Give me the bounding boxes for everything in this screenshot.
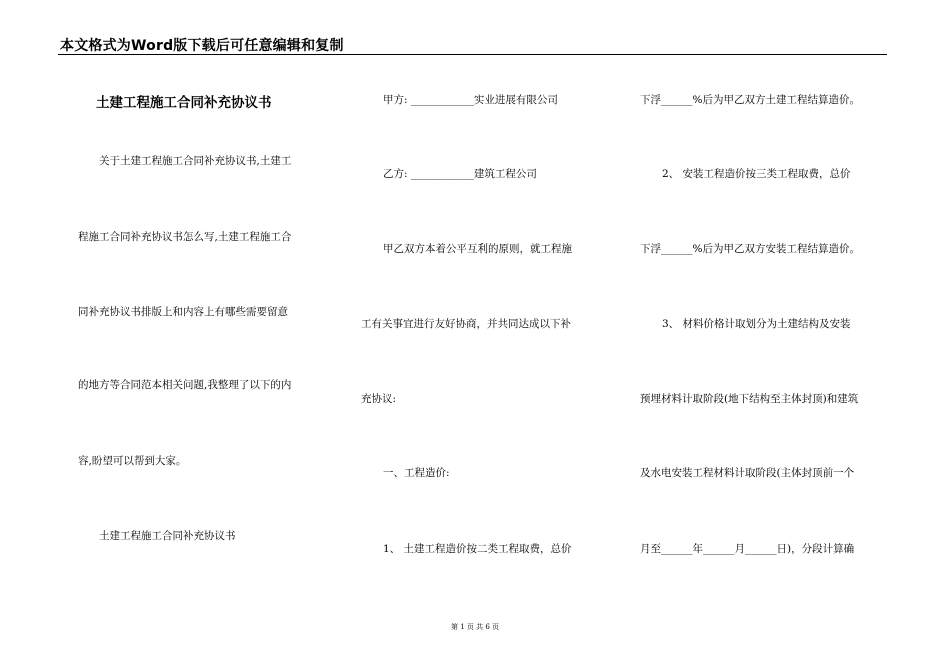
header-title: 本文格式为Word版下载后可任意编辑和复制 xyxy=(60,38,344,54)
col3-line-1: 下浮______%后为甲乙双方土建工程结算造价。 xyxy=(640,94,860,106)
col3-line-6: 及水电安装工程材料计取阶段(主体封顶前一个 xyxy=(640,467,855,479)
col2-line-4: 工有关事宜进行友好协商，并共同达成以下补 xyxy=(361,318,571,330)
col1-line-1: 关于土建工程施工合同补充协议书,土建工 xyxy=(99,155,292,167)
col3-line-5: 预埋材料计取阶段(地下结构至主体封顶)和建筑 xyxy=(640,393,859,405)
col1-line-2: 程施工合同补充协议书怎么写,土建工程施工合 xyxy=(78,231,292,243)
col2-line-7: 1、 土建工程造价按二类工程取费，总价 xyxy=(383,543,572,555)
col3-line-7: 月至______年______月______日)，分段计算确 xyxy=(640,543,855,555)
col2-line-2: 乙方: ____________建筑工程公司 xyxy=(383,168,537,180)
page-number-footer: 第 1 页 共 6 页 xyxy=(450,623,500,631)
col2-line-5: 充协议: xyxy=(361,393,397,405)
header-rule xyxy=(58,54,887,55)
col1-line-3: 同补充协议书排版上和内容上有哪些需要留意 xyxy=(78,306,288,318)
col3-line-4: 3、 材料价格计取划分为土建结构及安装 xyxy=(662,318,851,330)
col2-line-6: 一、工程造价: xyxy=(383,467,450,479)
col1-line-4: 的地方等合同范本相关问题,我整理了以下的内 xyxy=(78,379,292,391)
col2-line-3: 甲乙双方本着公平互利的原则，就工程施 xyxy=(383,243,572,255)
document-title: 土建工程施工合同补充协议书 xyxy=(96,95,272,111)
col1-line-6: 土建工程施工合同补充协议书 xyxy=(99,530,236,542)
col2-line-1: 甲方: ____________实业进展有限公司 xyxy=(383,94,558,106)
col3-line-2: 2、 安装工程造价按三类工程取费，总价 xyxy=(662,168,851,180)
col3-line-3: 下浮______%后为甲乙双方安装工程结算造价。 xyxy=(640,243,860,255)
col1-line-5: 容,盼望可以帮到大家。 xyxy=(78,455,187,467)
